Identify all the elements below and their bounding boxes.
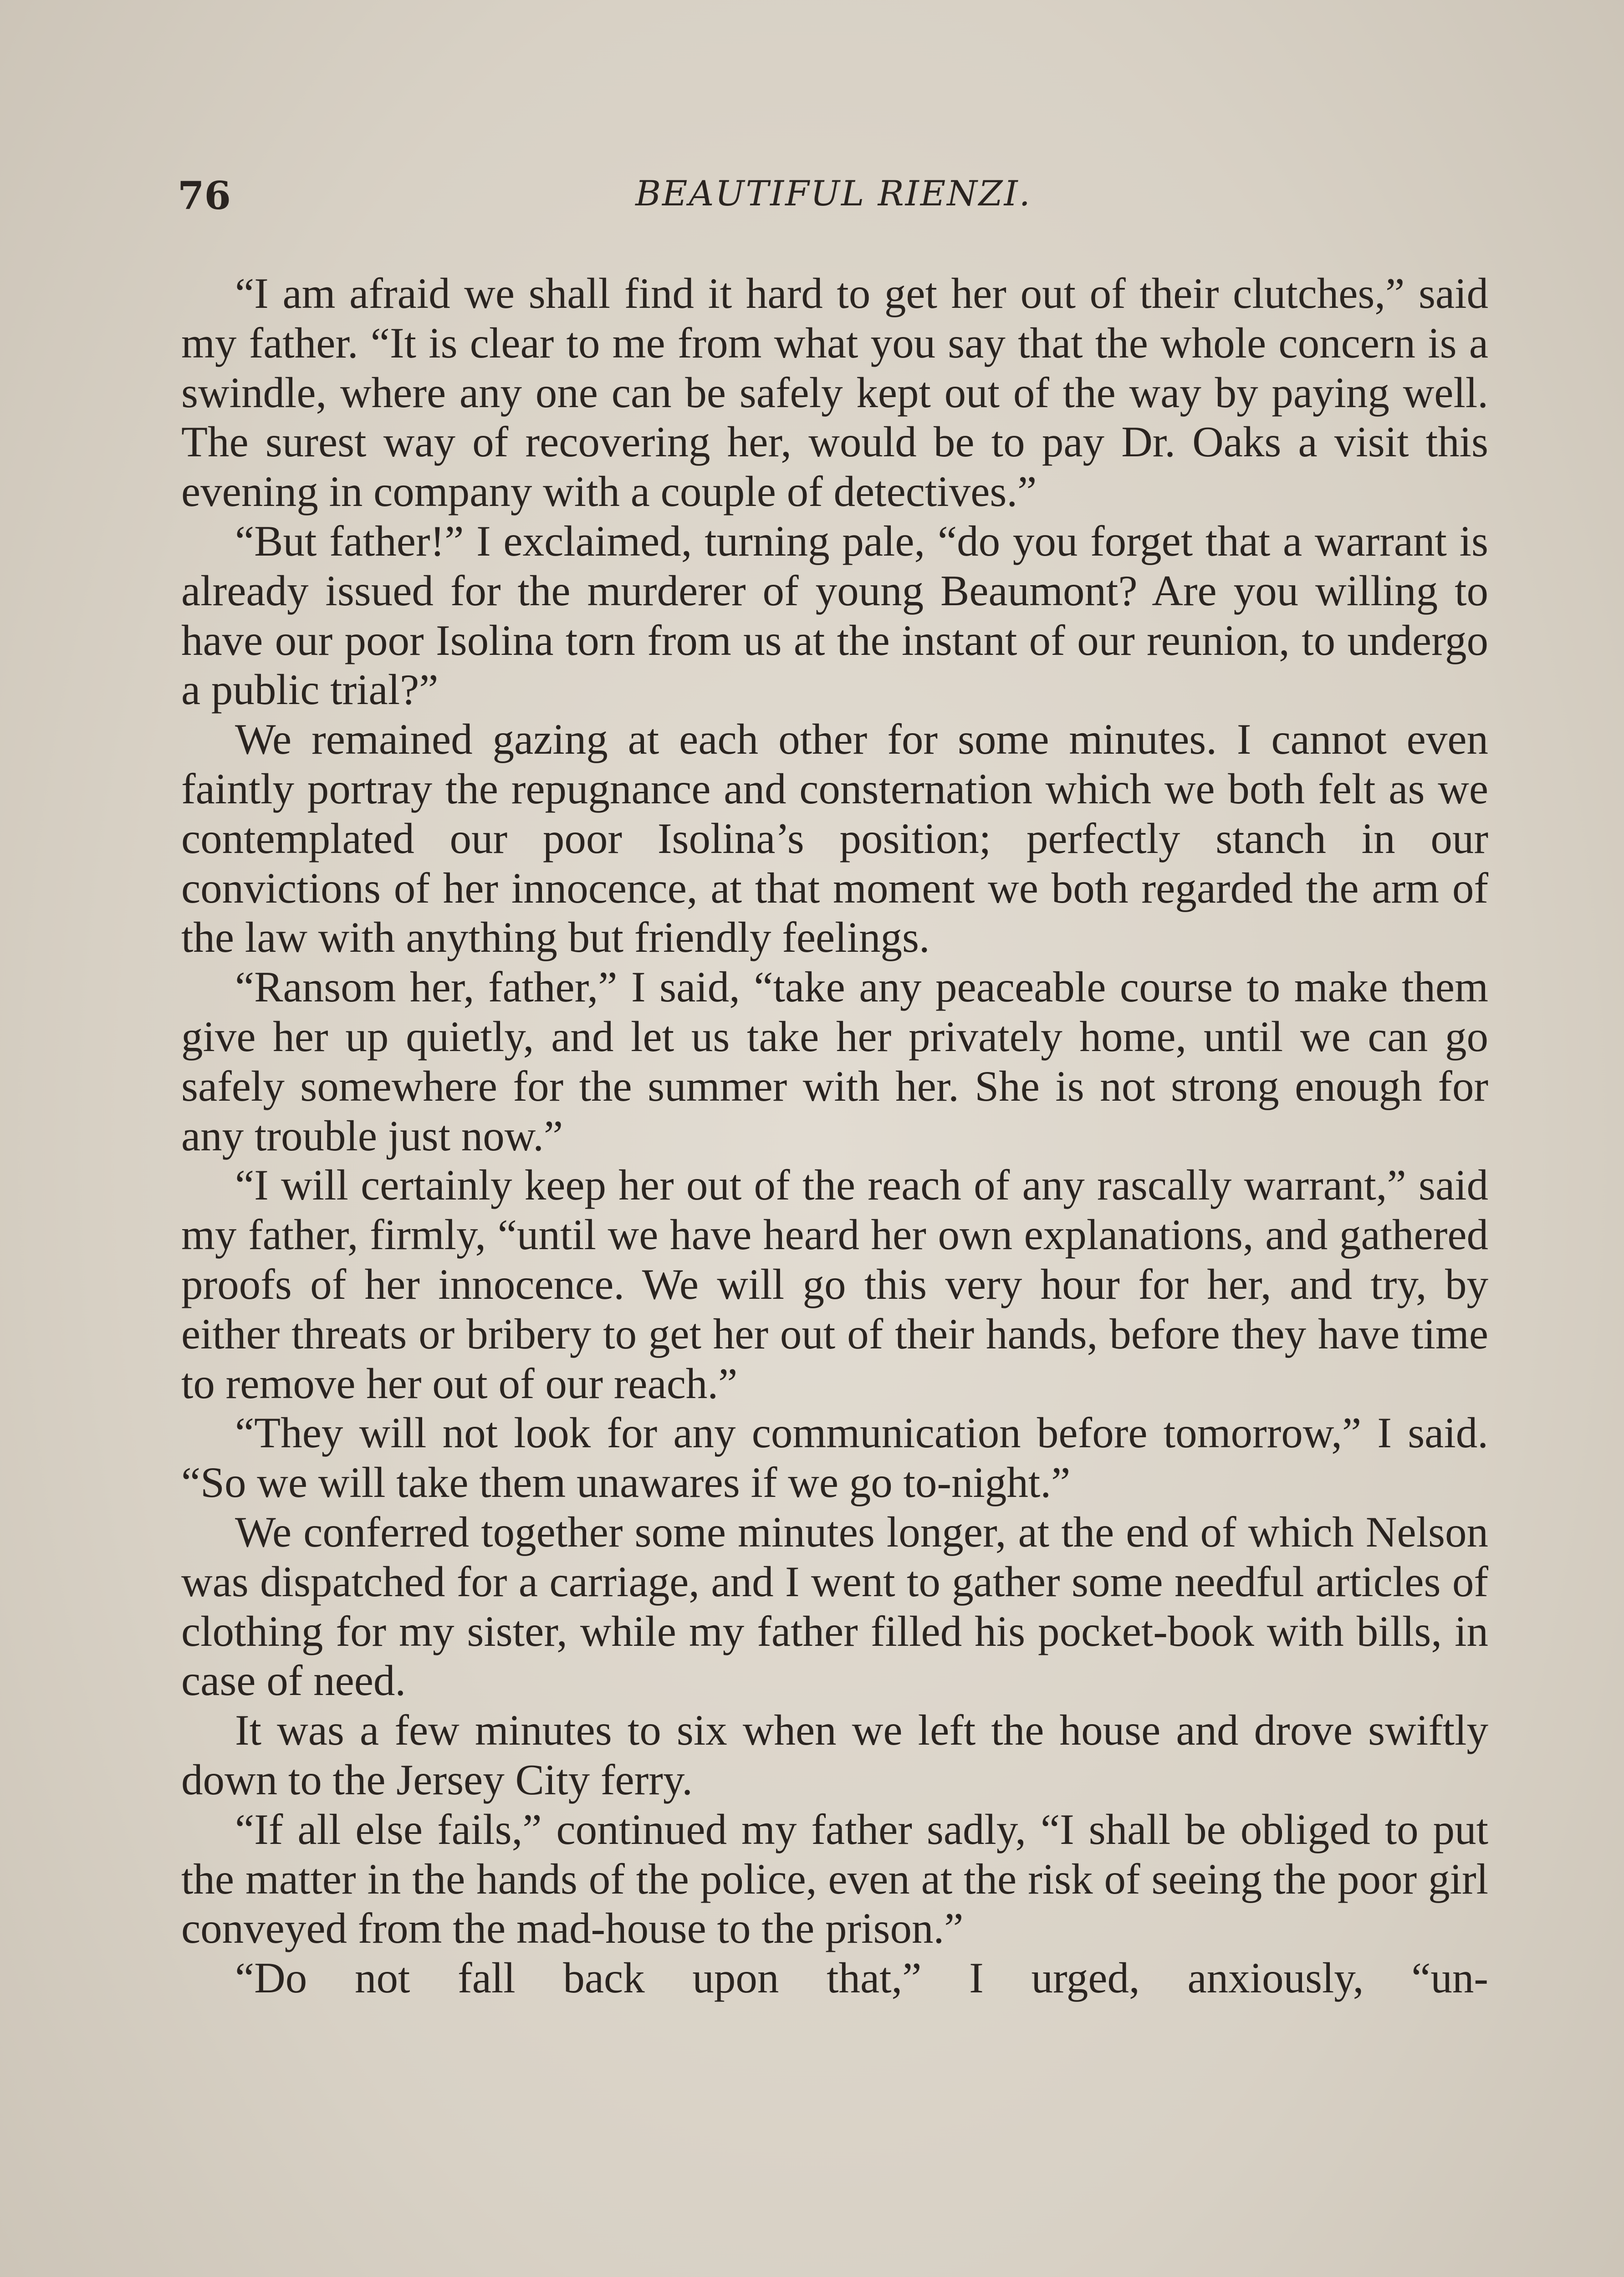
paragraph: We remained gazing at each other for some minutes. I cannot even faintly portray the repugnance and consternation which we both felt as we contemplated our poor Isolina’s position; perfectly stanch in our convictions of her innocence, at that moment we both regarded the arm of the law with anything but friendly feelings. — [181, 715, 1488, 962]
paragraph: We conferred together some minutes longer, at the end of which Nelson was dispatched for a carriage, and I went to gather some needful articles of clothing for my sister, while my father filled his pocket-book with bills, in case of need. — [181, 1507, 1488, 1705]
page-header — [178, 173, 1489, 228]
running-head: BEAUTIFUL RIENZI. — [635, 173, 1032, 214]
paragraph-last: “Do not fall back upon that,” I urged, anxiously, “un- — [235, 1954, 1488, 2002]
page-number: 76 — [178, 173, 231, 218]
paragraph: It was a few minutes to six when we left the house and drove swiftly down to the Jersey City ferry. — [181, 1706, 1488, 1804]
paragraph: “They will not look for any communication before tomorrow,” I said. “So we will take them unawares if we go to-night.” — [181, 1409, 1488, 1507]
paragraph: “I will certainly keep her out of the reach of any rascally warrant,” said my father, firmly, “until we have heard her own explanations, and gathered proofs of her innocence. We will go this very hour for her, and try, by either threats or bribery to get her out of their hands, before they have time to remove her out of our reach.” — [181, 1161, 1488, 1408]
paragraph: “Ransom her, father,” I said, “take any peaceable course to make them give her up quietly, and let us take her privately home, until we can go safely somewhere for the summer with her. She is not strong enough for any trouble just now.” — [181, 963, 1488, 1160]
paragraph: “If all else fails,” continued my father sadly, “I shall be obliged to put the matter in the hands of the police, even at the risk of seeing the poor girl conveyed from the mad-house to the prison.” — [181, 1805, 1488, 1953]
paragraph: “But father!” I exclaimed, turning pale, “do you forget that a warrant is already issued for the murderer of young Beaumont? Are you willing to have our poor Isolina torn from us at the instant of our reunion, to undergo a public trial?” — [181, 516, 1488, 714]
paragraph: “I am afraid we shall find it hard to get her out of their clutches,” said my father. “It is clear to me from what you say that the whole concern is a swindle, where any one can be safely kept out of the way by paying well. The surest way of recovering her, would be to pay Dr. Oaks a visit this evening in company with a couple of detectives.” — [181, 269, 1488, 516]
body-text — [181, 269, 1488, 2003]
